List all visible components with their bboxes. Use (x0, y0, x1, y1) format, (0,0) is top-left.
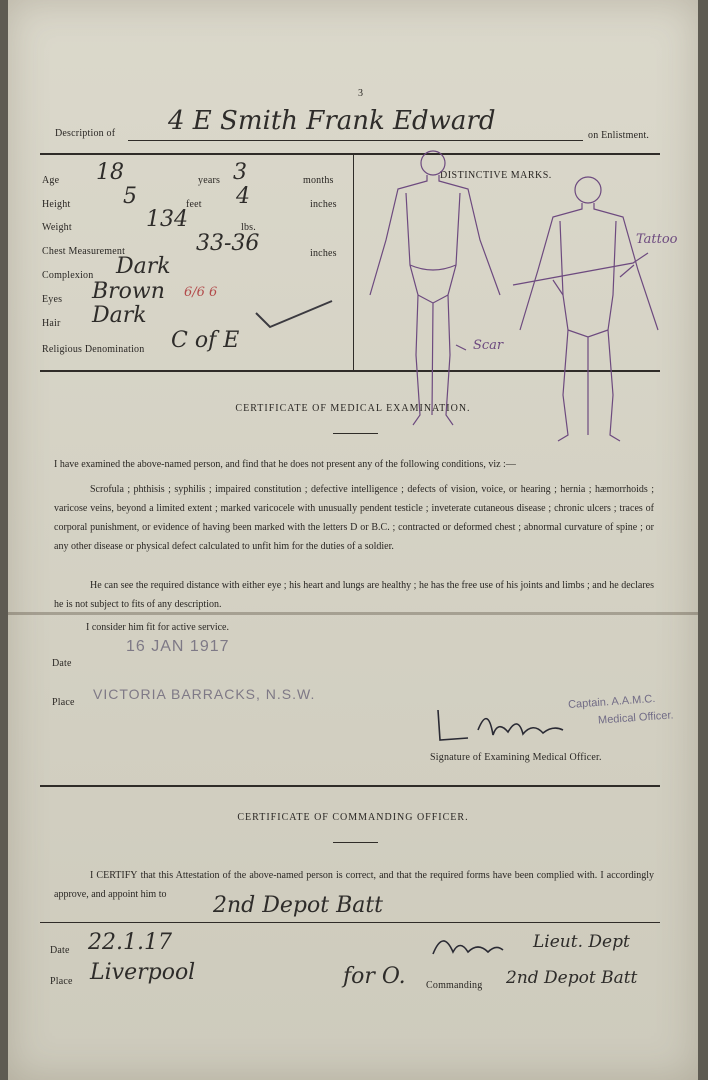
chest-value: 33-36 (196, 231, 260, 256)
medical-signature-caption: Signature of Examining Medical Officer. (430, 752, 602, 763)
unit-value: 2nd Depot Batt (213, 893, 384, 918)
on-enlistment-label: on Enlistment. (588, 130, 650, 141)
age-years-value: 18 (96, 160, 124, 185)
co-signature (428, 924, 508, 964)
age-months-value: 3 (233, 160, 247, 185)
chest-inches-label: inches (310, 248, 337, 259)
attestation-page (8, 0, 698, 1080)
height-label: Height (42, 199, 71, 210)
scar-note: Scar (473, 338, 504, 353)
height-inches-label: inches (310, 199, 337, 210)
fit-statement: I consider him fit for active service. (86, 622, 229, 633)
chest-label: Chest Measurement (42, 246, 126, 257)
vision-annotation: 6/6 6 (184, 285, 218, 300)
weight-value: 134 (146, 207, 188, 232)
medical-heading: CERTIFICATE OF MEDICAL EXAMINATION. (235, 403, 471, 414)
officer-stamp-rank: Captain. A.A.M.C. (567, 692, 656, 712)
eyes-label: Eyes (42, 294, 63, 305)
medical-intro: I have examined the above-named person, and find that he does not present any of the following conditions, viz :— (54, 459, 516, 470)
co-date-label: Date (50, 945, 70, 956)
section-rule (40, 785, 660, 787)
religion-value: C of E (171, 328, 240, 353)
medical-date-stamp: 16 JAN 1917 (126, 638, 230, 655)
co-place-value: Liverpool (90, 960, 196, 985)
hair-label: Hair (42, 318, 61, 329)
commanding-heading-rule (333, 842, 378, 843)
medical-place-label: Place (52, 697, 75, 708)
co-rank-value: Lieut. Dept (533, 932, 630, 952)
hair-value: Dark (92, 303, 147, 328)
name-underline (128, 140, 583, 141)
age-label: Age (42, 175, 60, 186)
description-label: Description of (55, 128, 116, 139)
co-place-label: Place (50, 976, 73, 987)
medical-officer-signature (428, 700, 578, 750)
commanding-unit-value: 2nd Depot Batt (506, 968, 638, 988)
co-date-value: 22.1.17 (88, 930, 172, 955)
medical-place-stamp: VICTORIA BARRACKS, N.S.W. (93, 686, 316, 702)
officer-stamp-role: Medical Officer. (597, 709, 674, 727)
height-feet-value: 5 (123, 184, 137, 209)
check-mark (248, 295, 338, 335)
lbs-label: lbs. (241, 222, 256, 233)
weight-label: Weight (42, 222, 72, 233)
commanding-label: Commanding (426, 980, 483, 991)
height-inches-value: 4 (236, 184, 250, 209)
medical-heading-rule (333, 433, 378, 434)
complexion-label: Complexion (42, 270, 94, 281)
months-label: months (303, 175, 334, 186)
commanding-heading: CERTIFICATE OF COMMANDING OFFICER. (237, 812, 469, 823)
certify-text: that this Attestation of the above-named person is correct, and that the required forms have been complied with. I accordingly approve, and appoint him to (54, 870, 655, 900)
medical-date-label: Date (52, 658, 72, 669)
unit-rule (40, 922, 660, 923)
body-diagram (348, 145, 698, 445)
complexion-value: Dark (116, 254, 171, 279)
for-value: for O. (343, 964, 406, 989)
page-number: 3 (358, 88, 363, 99)
recruit-name: 4 E Smith Frank Edward (168, 106, 496, 136)
feet-label: feet (186, 199, 202, 210)
tattoo-note: Tattoo (636, 232, 678, 247)
distinctive-marks-heading: DISTINCTIVE MARKS. (440, 170, 552, 181)
years-label: years (198, 175, 221, 186)
medical-declaration: He can see the required distance with either eye ; his heart and lungs are healthy ; he has the free use of his joints and limbs ; and he declares he is not subject to fits of any description. (54, 580, 654, 610)
eyes-value: Brown (92, 279, 165, 304)
medical-conditions: Scrofula ; phthisis ; syphilis ; impaired constitution ; defective intelligence ; defects of vision, voice, or hearing ; hernia ; hæmorrhoids ; varicose veins, beyond a limited extent ; marked varicocele with unusually pendent testicle ; inveterate cutaneous disease ; chronic ulcers ; traces of corporal punishment, or evidence of having been marked with the letters D or B.C. ; contracted or deformed chest ; abnormal curvature of spine ; or any other disease or physical defect calculated to unfit him for the duties of a soldier. (54, 484, 654, 552)
paper-fold (8, 612, 698, 615)
religion-label: Religious Denomination (42, 344, 145, 355)
certify-bold: I CERTIFY (90, 870, 138, 881)
